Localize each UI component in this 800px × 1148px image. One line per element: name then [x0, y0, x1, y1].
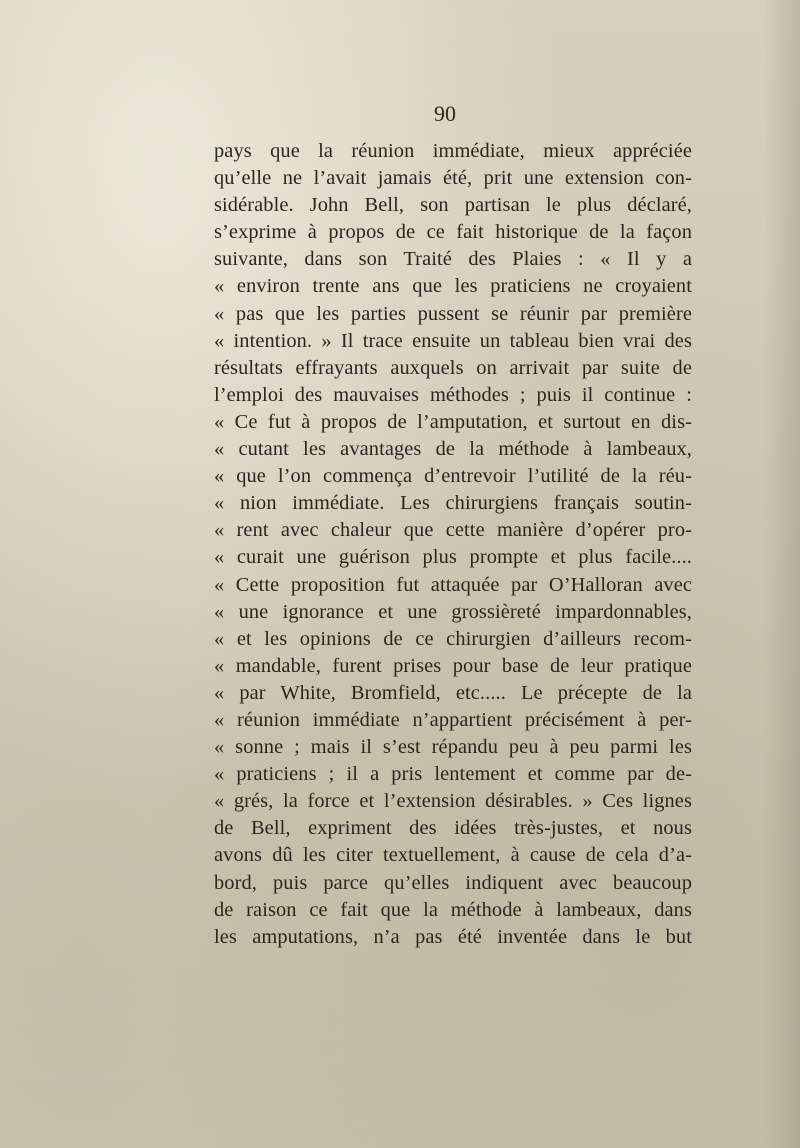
text-line: « intention. » Il trace ensuite un tableau bien vrai des — [214, 329, 692, 352]
page-edge-shadow — [764, 0, 800, 1148]
page-number: 90 — [434, 101, 456, 126]
text-line: « réunion immédiate n’appartient précisément à per- — [214, 708, 692, 731]
text-line: « que l’on commença d’entrevoir l’utilité de la réu- — [214, 465, 692, 488]
text-line: qu’elle ne l’avait jamais été, prit une extension con- — [214, 167, 692, 190]
text-line: « et les opinions de ce chirurgien d’ailleurs recom- — [214, 627, 692, 650]
text-line: « grés, la force et l’extension désirables. » Ces lignes — [214, 790, 692, 813]
text-line: « environ trente ans que les praticiens ne croyaient — [214, 275, 692, 298]
text-line: « cutant les avantages de la méthode à lambeaux, — [214, 438, 692, 461]
text-line: avons dû les citer textuellement, à cause de cela d’a- — [214, 844, 692, 867]
text-line: « nion immédiate. Les chirurgiens français soutin- — [214, 492, 692, 515]
text-line: de raison ce fait que la méthode à lambeaux, dans — [214, 898, 692, 921]
text-line: résultats effrayants auxquels on arrivait par suite de — [214, 356, 692, 379]
text-line: « une ignorance et une grossièreté impardonnables, — [214, 600, 692, 623]
text-line: « par White, Bromfield, etc..... Le précepte de la — [214, 681, 692, 704]
text-line: s’exprime à propos de ce fait historique de la façon — [214, 221, 692, 244]
text-line: suivante, dans son Traité des Plaies : « Il y a — [214, 248, 692, 271]
text-line: l’emploi des mauvaises méthodes ; puis il continue : — [214, 383, 692, 406]
text-line: les amputations, n’a pas été inventée dans le but — [214, 925, 692, 948]
text-line: « praticiens ; il a pris lentement et comme par de- — [214, 763, 692, 786]
text-line: « Ce fut à propos de l’amputation, et surtout en dis- — [214, 410, 692, 433]
text-line: pays que la réunion immédiate, mieux appréciée — [214, 140, 692, 162]
text-line: « sonne ; mais il s’est répandu peu à peu parmi les — [214, 736, 692, 759]
text-line: « curait une guérison plus prompte et plus facile.... — [214, 546, 692, 569]
text-line: « pas que les parties pussent se réunir par première — [214, 302, 692, 325]
text-line: « rent avec chaleur que cette manière d’opérer pro- — [214, 519, 692, 542]
text-line: sidérable. John Bell, son partisan le plus déclaré, — [214, 194, 692, 217]
text-line: « mandable, furent prises pour base de leur pratique — [214, 654, 692, 677]
text-line: « Cette proposition fut attaquée par O’Halloran avec — [214, 573, 692, 596]
body-text — [214, 138, 692, 951]
text-line: bord, puis parce qu’elles indiquent avec beaucoup — [214, 871, 692, 894]
text-line: de Bell, expriment des idées très-justes, et nous — [214, 817, 692, 840]
